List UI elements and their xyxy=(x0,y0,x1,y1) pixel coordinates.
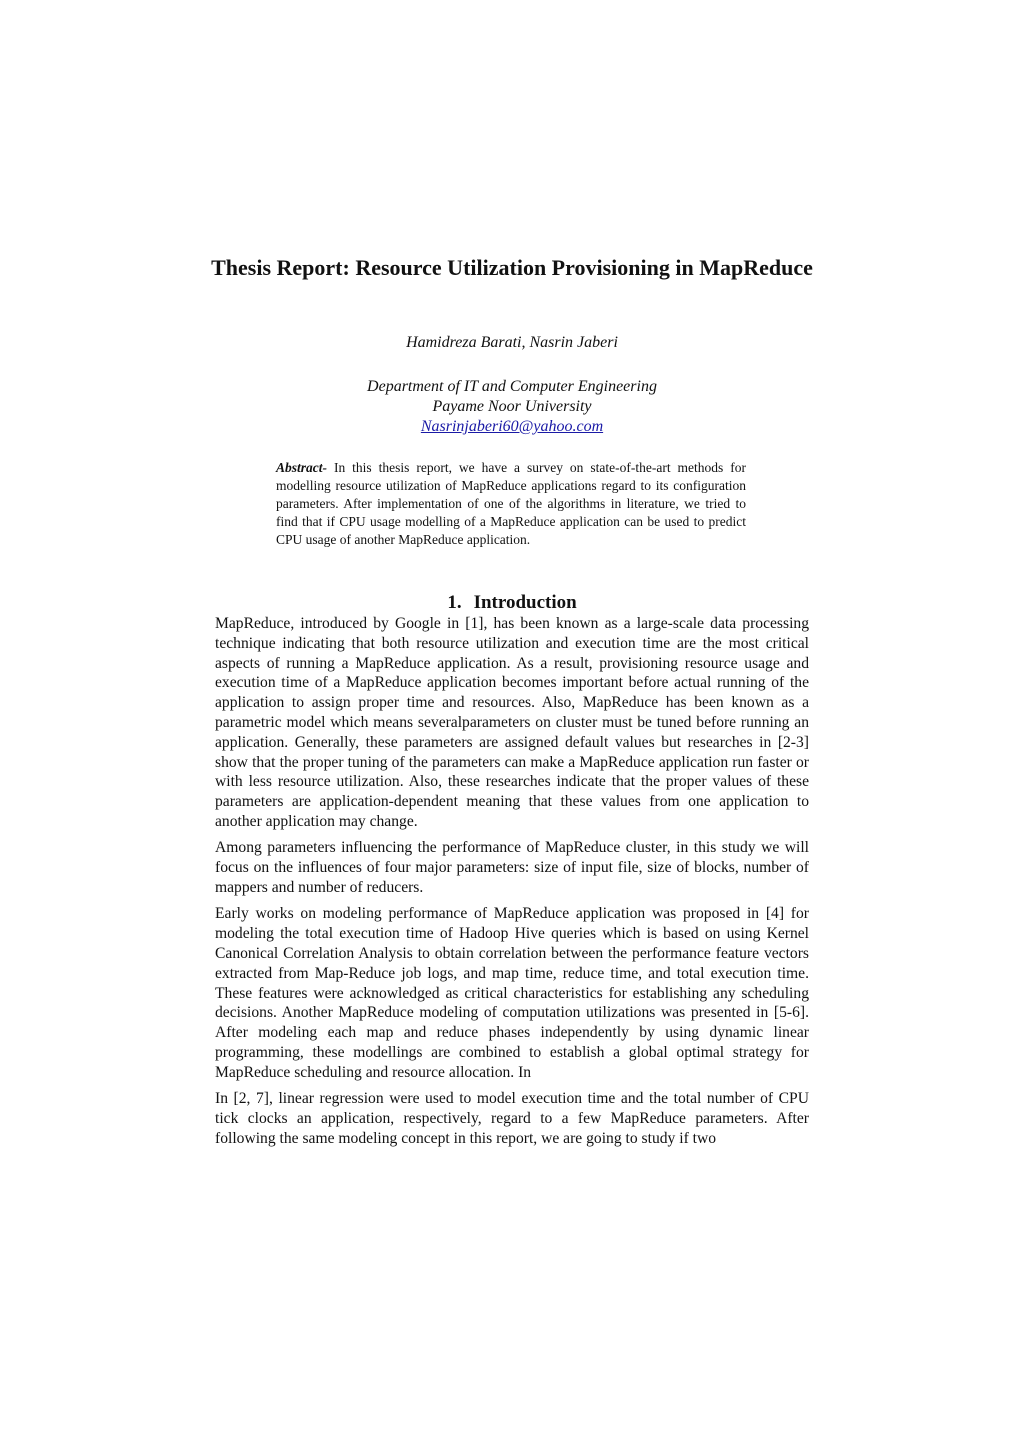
abstract xyxy=(276,459,746,549)
affiliation-block xyxy=(150,377,874,437)
paragraph: Early works on modeling performance of MapReduce application was proposed in [4] for modeling the total execution time of Hadoop Hive queries which is based on using Kernel Canonical Correlation Analysis to obtain correlation between the performance feature vectors extracted from Map-Reduce job logs, and map time, reduce time, and total execution time. These features were acknowledged as critical characteristics for establishing any scheduling decisions. Another MapReduce modeling of computation utilizations was presented in [5-6]. After modeling each map and reduce phases independently by using dynamic linear programming, these modellings are combined to establish a global optimal strategy for MapReduce scheduling and resource allocation. In xyxy=(215,905,809,1081)
university-name: Payame Noor University xyxy=(432,398,592,415)
section-number: 1. xyxy=(447,592,462,613)
paragraph: Among parameters influencing the performance of MapReduce cluster, in this study we will focus on the influences of four major parameters: size of input file, size of blocks, number of mappers and number of reducers. xyxy=(215,839,809,896)
paper-title: Thesis Report: Resource Utilization Provisioning in MapReduce xyxy=(211,255,813,280)
section-title: Introduction xyxy=(473,592,577,613)
abstract-text: In this thesis report, we have a survey on state-of-the-art methods for modelling resource utilization of MapReduce applications regard to its configuration parameters. After implementation of one of the algorithms in literature, we tried to find that if CPU usage modelling of a MapReduce application can be used to predict CPU usage of another MapReduce application. xyxy=(276,460,746,547)
paragraph: MapReduce, introduced by Google in [1], has been known as a large-scale data processing technique indicating that both resource utilization and execution time are the most critical aspects of running a MapReduce application. As a result, provisioning resource usage and execution time of a MapReduce application becomes important before actual running of the application to assign proper time and resources. Also, MapReduce has been known as a parametric model which means severalparameters on cluster must be tuned before running an application. Generally, these parameters are assigned default values but researches in [2-3] show that the proper tuning of the parameters can make a MapReduce application run faster or with less resource utilization. Also, these researches indicate that the proper values of these parameters are application-dependent meaning that these values from one application to another application may change. xyxy=(215,615,809,830)
section-heading xyxy=(150,591,874,615)
department-name: Department of IT and Computer Engineering xyxy=(367,378,657,395)
author-list: Hamidreza Barati, Nasrin Jaberi xyxy=(406,334,618,351)
email-link[interactable]: Nasrinjaberi60@yahoo.com xyxy=(420,418,604,435)
paragraph: In [2, 7], linear regression were used to model execution time and the total number of CPU tick clocks an application, respectively, regard to a few MapReduce parameters. After following the same modeling concept in this report, we are going to study if two xyxy=(215,1090,809,1147)
body-text xyxy=(215,614,809,1155)
abstract-label: Abstract- xyxy=(276,460,328,475)
